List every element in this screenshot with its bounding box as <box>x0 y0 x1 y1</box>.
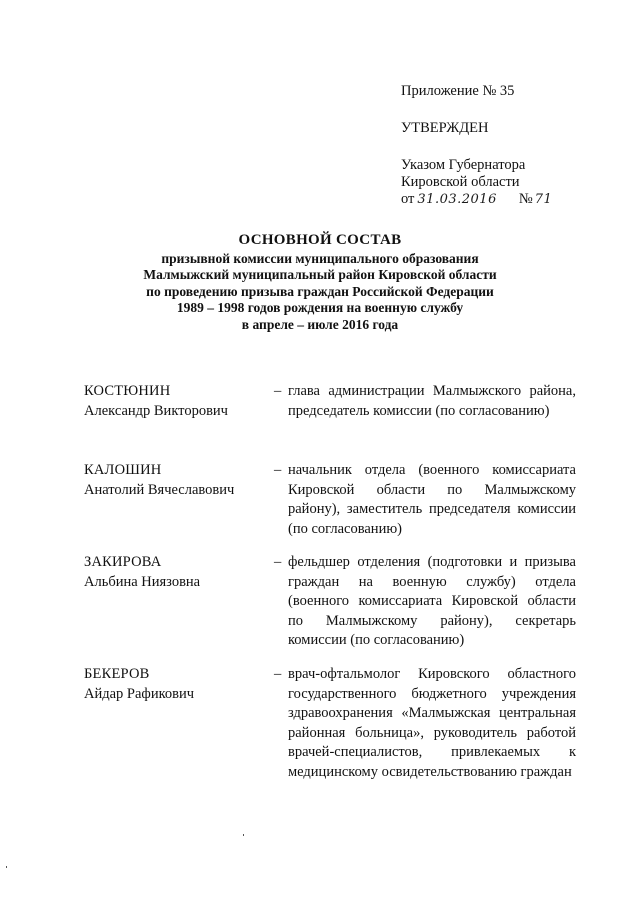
title-line-5: в апреле – июле 2016 года <box>241 316 399 332</box>
number-prefix: № <box>518 191 533 207</box>
title-line-1: призывной комиссии муниципального образования <box>161 250 479 266</box>
scan-speck <box>6 866 7 868</box>
member-name <box>84 382 269 421</box>
decree-date-number <box>401 191 601 208</box>
decree-line-1: Указом Губернатора <box>401 157 526 173</box>
member-dash: – <box>274 666 282 682</box>
member-role: фельдшер отделения (подготовки и призыва граждан на военную службу) отдела (военного комиссариата Кировской области по Малмыжскому району), секретарь комиссии (по согласованию) <box>288 554 576 648</box>
handwritten-number: 71 <box>534 192 553 207</box>
member-surname: ЗАКИРОВА <box>84 554 162 570</box>
member-dash: – <box>274 462 282 478</box>
member-dash: – <box>274 383 282 399</box>
handwritten-date: 31.03.2016 <box>417 192 497 207</box>
member-surname: БЕКЕРОВ <box>84 666 150 682</box>
approval-block <box>401 83 601 208</box>
document-title: ОСНОВНОЙ СОСТАВ <box>238 232 402 248</box>
member-given-names: Альбина Ниязовна <box>84 573 201 590</box>
member-name <box>84 553 269 592</box>
scan-speck <box>243 834 244 836</box>
member-name <box>84 665 269 704</box>
member-role: врач-офтальмолог Кировского областного государственного бюджетного учреждения здравоохранения «Малмыжская центральная районная больница», руководитель работой врачей-специалистов, привлекаемых к медицинскому освидетельствованию граждан <box>288 666 576 780</box>
title-line-3: по проведению призыва граждан Российской Федерации <box>146 283 494 299</box>
member-given-names: Айдар Рафикович <box>84 685 195 702</box>
title-line-4: 1989 – 1998 годов рождения на военную службу <box>176 300 464 315</box>
member-dash: – <box>274 554 282 570</box>
date-prefix: от <box>401 191 415 207</box>
document-title-block <box>60 232 580 333</box>
appendix-number: Приложение № 35 <box>401 83 515 99</box>
member-role: начальник отдела (военного комиссариата Кировской области по Малмыжскому району), заместитель председателя комиссии (по согласованию) <box>288 462 576 537</box>
decree-line-2: Кировской области <box>401 174 520 190</box>
member-role: глава администрации Малмыжского района, председатель комиссии (по согласованию) <box>288 383 576 419</box>
member-surname: КОСТЮНИН <box>84 383 171 399</box>
member-given-names: Александр Викторович <box>84 402 228 419</box>
member-surname: КАЛОШИН <box>84 462 162 478</box>
approved-stamp-text: УТВЕРЖДЕН <box>401 120 489 136</box>
decree-reference <box>401 157 601 208</box>
member-given-names: Анатолий Вячеславович <box>84 481 235 498</box>
title-line-2: Малмыжский муниципальный район Кировской области <box>143 267 497 282</box>
member-name <box>84 461 269 500</box>
